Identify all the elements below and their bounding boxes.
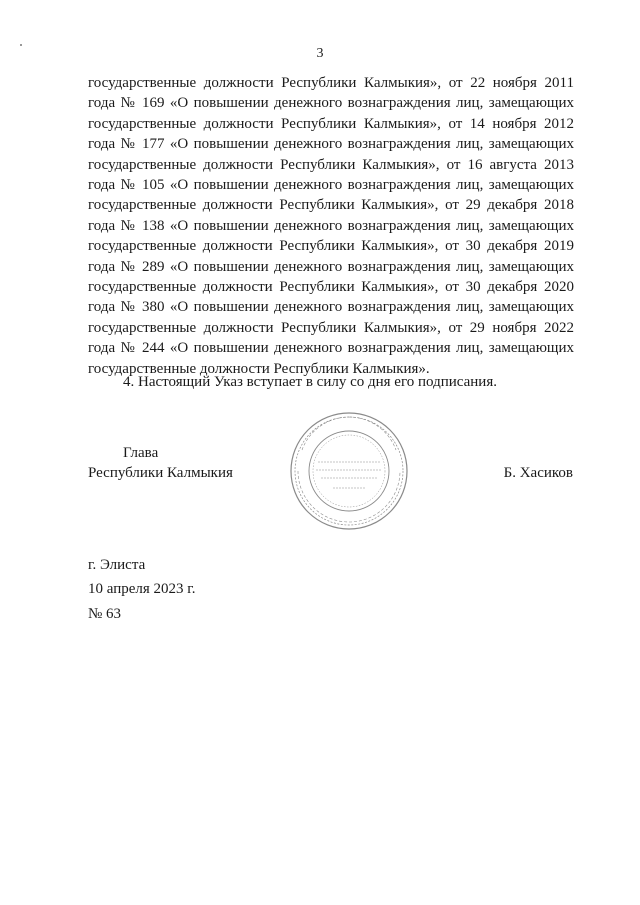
official-seal-icon	[288, 410, 410, 532]
date-of-signing: 10 апреля 2023 г.	[88, 581, 196, 597]
place-of-signing: г. Элиста	[88, 557, 146, 573]
signatory-title-line-1: Глава	[123, 445, 159, 461]
paragraph-4: 4. Настоящий Указ вступает в силу со дня его подписания.	[123, 374, 497, 390]
signatory-title-line-2: Республики Калмыкия	[88, 465, 233, 481]
decree-number: № 63	[88, 606, 122, 622]
continued-paragraph: государственные должности Республики Калмыкия», от 22 ноября 2011 года № 169 «О повышении денежного вознаграждения лиц, замещающих государственные должности Республики Калмыкия», от 14 ноября 2012 года № 177 «О повышении денежного вознаграждения лиц, замещающих государственные должности Республики Калмыкия», от 16 августа 2013 года № 105 «О повышении денежного вознаграждения лиц, замещающих государственные должности Республики Калмыкия», от 29 декабря 2018 года № 138 «О повышении денежного вознаграждения лиц, замещающих государственные должности Республики Калмыкия», от 30 декабря 2019 года № 289 «О повышении денежного вознаграждения лиц, замещающих государственные должности Республики Калмыкия», от 30 декабря 2020 года № 380 «О повышении денежного вознаграждения лиц, замещающих государственные должности Республики Калмыкия», от 29 ноября 2022 года № 244 «О повышении денежного вознаграждения лиц, замещающих государственные должности Республики Калмыкия».	[88, 75, 574, 377]
signatory-name: Б. Хасиков	[503, 465, 573, 481]
page-number: 3	[316, 46, 324, 61]
